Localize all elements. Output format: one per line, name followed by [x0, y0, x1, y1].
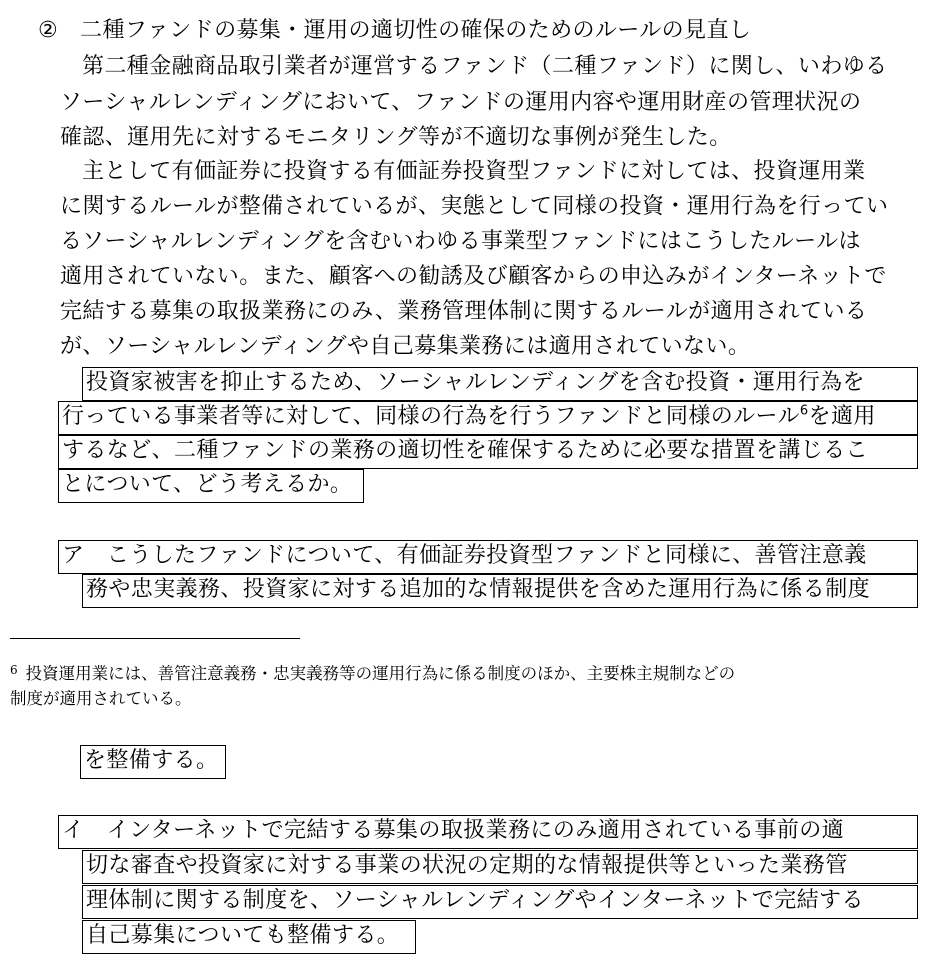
question-line: とについて、どう考えるか。	[58, 469, 364, 503]
question-line	[58, 401, 918, 435]
question-line: 投資家被害を抑止するため、ソーシャルレンディングを含む投資・運用行為を	[82, 367, 918, 401]
item-i-line: 理体制に関する制度を、ソーシャルレンディングやインターネットで完結する	[82, 885, 918, 919]
paragraph2-line: るソーシャルレンディングを含むいわゆる事業型ファンドにはこうしたルールは	[60, 229, 861, 254]
item-i-line: 切な審査や投資家に対する事業の状況の定期的な情報提供等といった業務管	[82, 850, 918, 884]
footnote-text: 投資運用業には、善管注意義務・忠実義務等の運用行為に係る制度のほか、主要株主規制などの	[25, 664, 736, 683]
section-title: 二種ファンドの募集・運用の適切性の確保のためのルールの見直し	[80, 18, 752, 43]
item-i-line: イ インターネットで完結する募集の取扱業務にのみ適用されている事前の適	[58, 815, 918, 849]
question-text: を適用	[808, 404, 876, 429]
footnote-number: 6	[10, 663, 18, 677]
paragraph2-line: 完結する募集の取扱業務にのみ、業務管理体制に関するルールが適用されている	[60, 299, 868, 324]
paragraph2-line: に関するルールが整備されているが、実態として同様の投資・運用行為を行ってい	[60, 194, 889, 219]
question-text: 行っている事業者等に対して、同様の行為を行うファンドと同様のルール	[62, 404, 800, 429]
paragraph1-line: 確認、運用先に対するモニタリング等が不適切な事例が発生した。	[60, 125, 732, 150]
paragraph2-line: 適用されていない。また、顧客への勧誘及び顧客からの申込みがインターネットで	[60, 264, 887, 289]
footnote-separator	[10, 638, 300, 639]
paragraph2-line: 主として有価証券に投資する有価証券投資型ファンドに対しては、投資運用業	[82, 159, 866, 184]
footnote-reference: 6	[799, 403, 809, 419]
footnote-line: 制度が適用されている。	[10, 689, 192, 708]
paragraph2-line: が、ソーシャルレンディングや自己募集業務には適用されていない。	[60, 334, 751, 359]
paragraph1-line: ソーシャルレンディングにおいて、ファンドの運用内容や運用財産の管理状況の	[60, 90, 862, 115]
item-i-line: 自己募集についても整備する。	[82, 920, 416, 954]
item-a-line: 務や忠実義務、投資家に対する追加的な情報提供を含めた運用行為に係る制度	[82, 574, 918, 608]
question-line: するなど、二種ファンドの業務の適切性を確保するために必要な措置を講じるこ	[58, 435, 918, 469]
item-a-line: を整備する。	[80, 745, 226, 779]
footnote-line	[10, 656, 735, 688]
section-number: ②	[38, 18, 59, 43]
section-heading	[38, 16, 751, 46]
paragraph1-line: 第二種金融商品取引業者が運営するファンド（二種ファンド）に関し、いわゆる	[82, 54, 888, 79]
item-a-line: ア こうしたファンドについて、有価証券投資型ファンドと同様に、善管注意義	[58, 540, 918, 574]
